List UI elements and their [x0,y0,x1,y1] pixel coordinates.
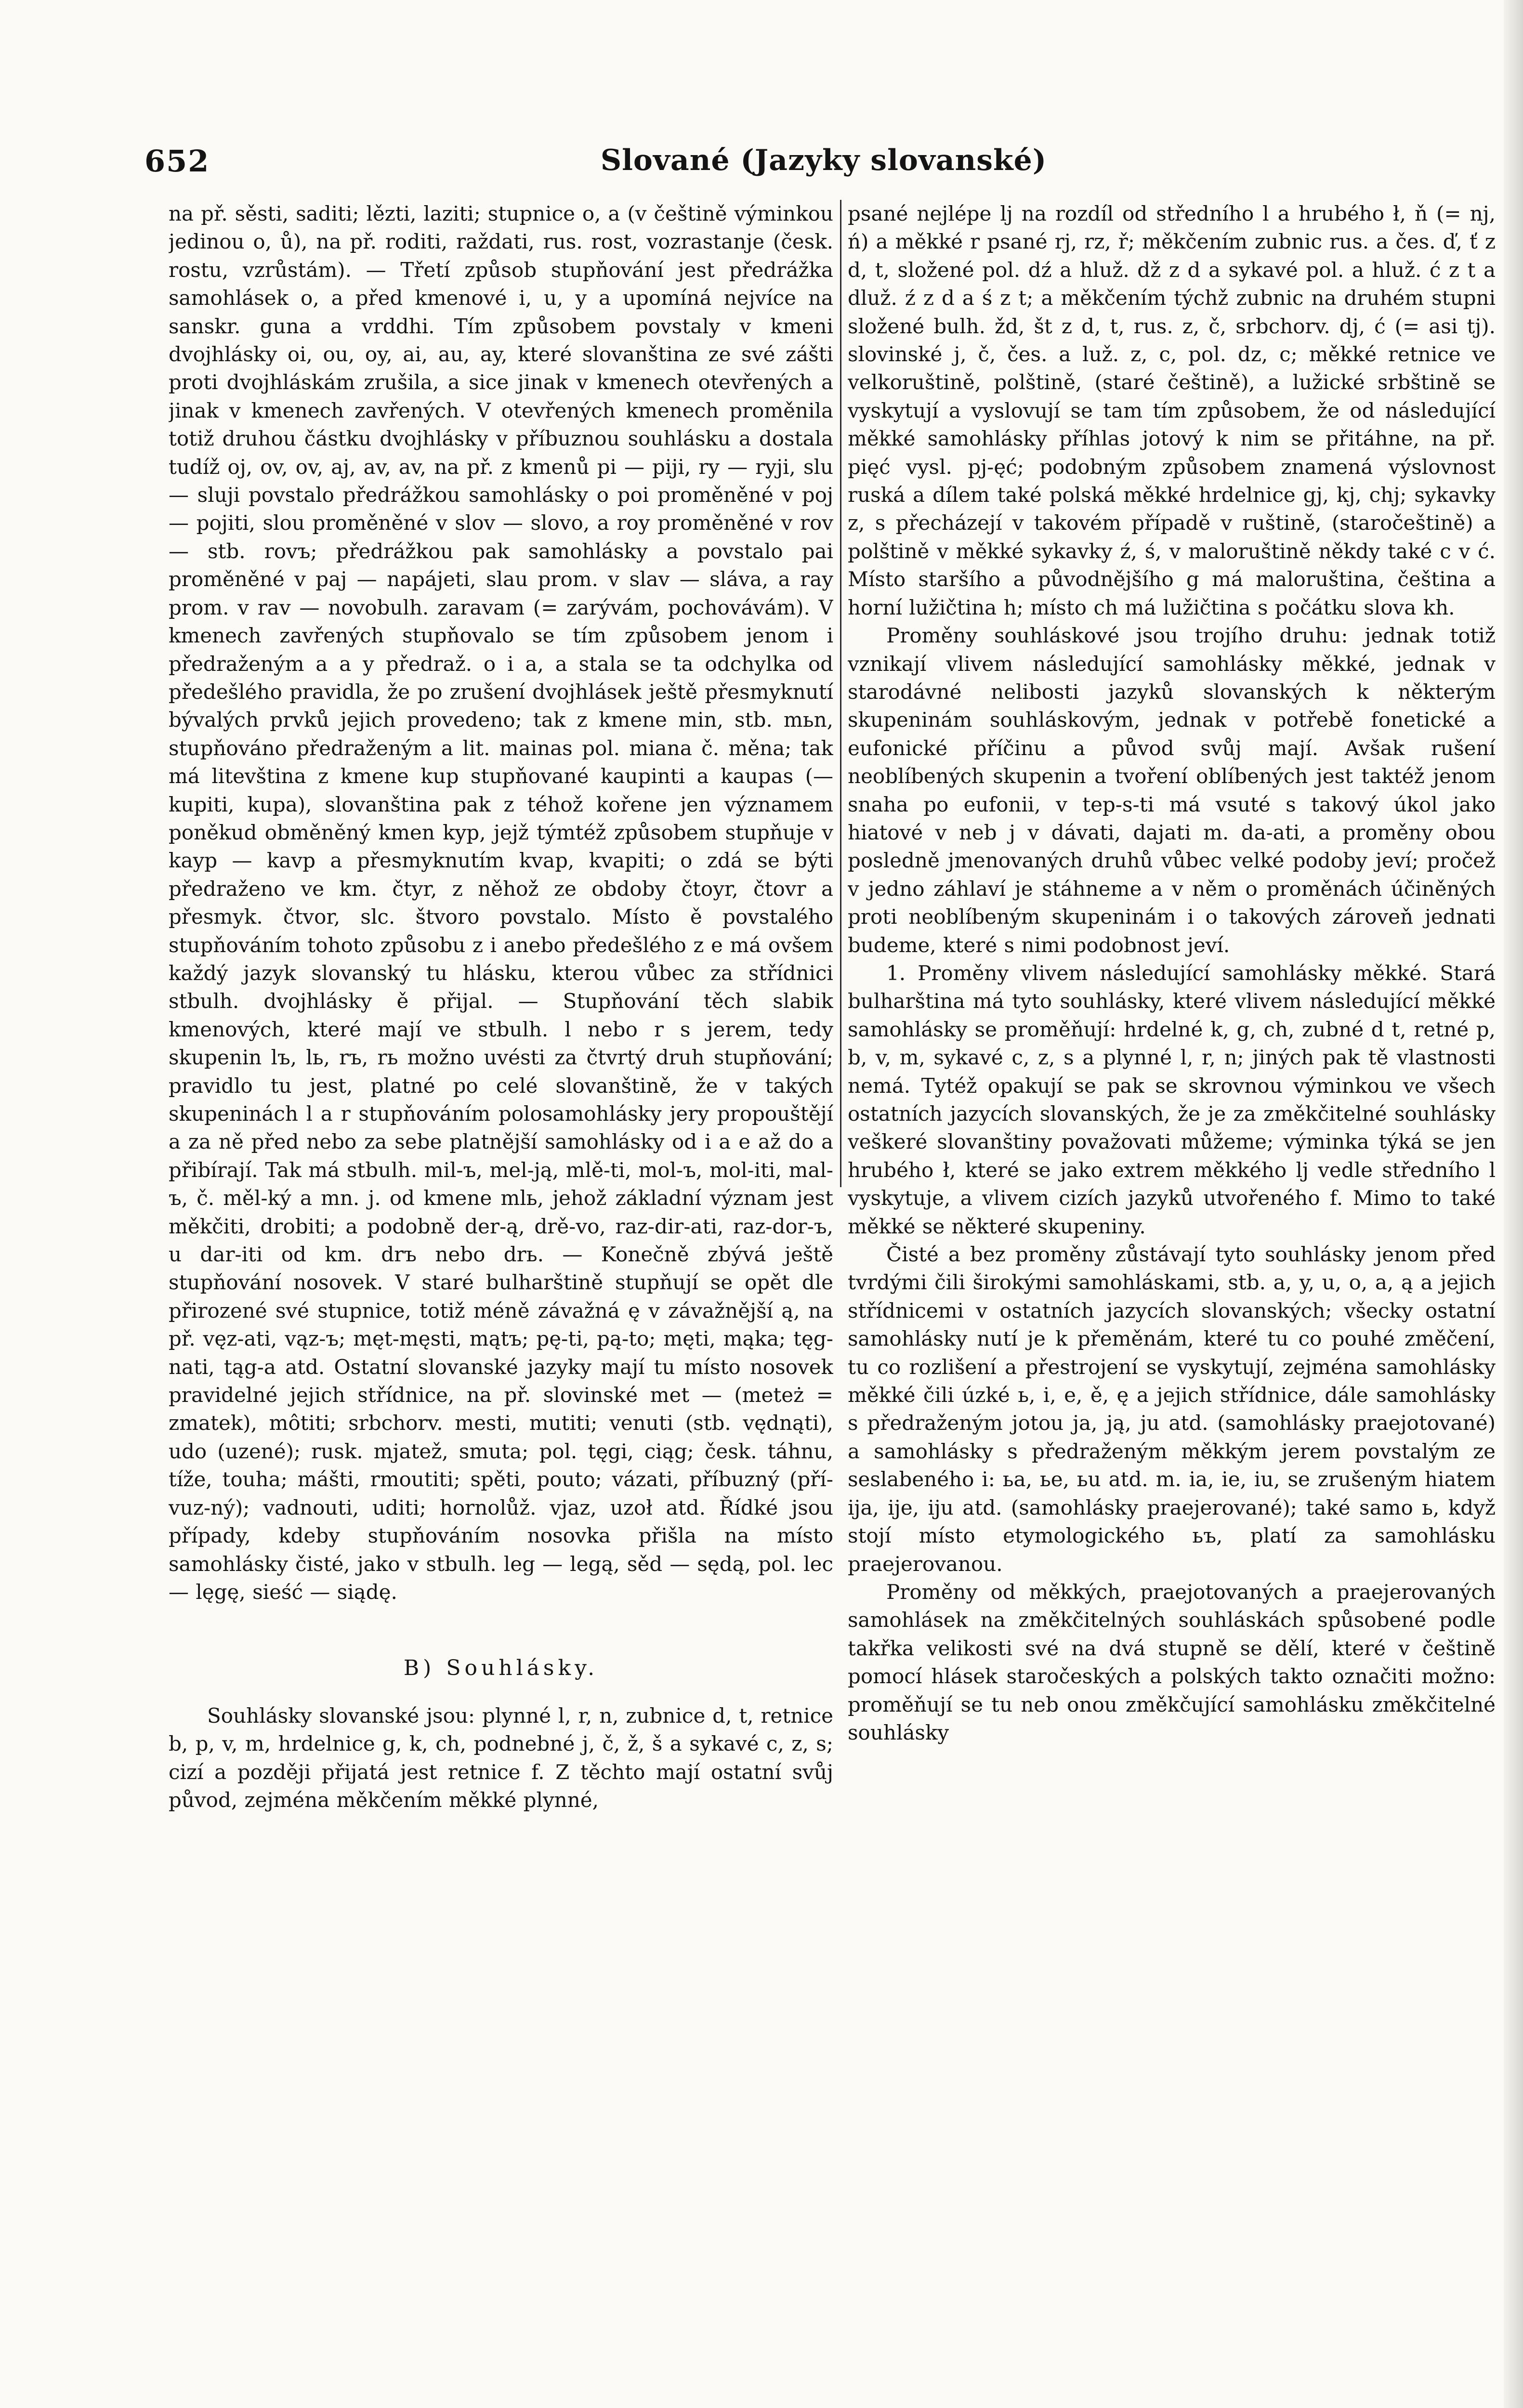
paragraph: psané nejlépe lj na rozdíl od středního l a hrubého ł, ň (= nj, ń) a měkké r psané rj, rz, ř; měkčením zubnic rus. a čes. ď, ť z d, t, složené pol. dź a hluž. dž z d a sykavé pol. a hluž. ć z t a dluž. ź z d a ś z t; a měkčením týchž zubnic na druhém stupni složené bulh. žd, št z d, t, rus. z, č, srbchorv. dj, ć (= asi tj). slovinské j, č, čes. a luž. z, c, pol. dz, c; měkké retnice ve velkoruštině, polštině, (staré češtině), a lužické srbštině se vyskytují a vyslovují se tam tím způsobem, že od následující měkké samohlásky příhlas jotový k nim se přitáhne, na př. pięć vysl. pj-ęć; podobným způsobem znamená výslovnost ruská a dílem také polská měkké hrdelnice gj, kj, chj; sykavky z, s přecházejí v takovém případě v ruštině, (staročeštině) a polštině v měkké sykavky ź, ś, v maloruštině někdy také c v ć. Místo staršího a původnějšího g má maloruština, čeština a horní lužičtina h; místo ch má lužičtina s počátku slova kh. [848,202,1496,619]
paragraph: Proměny od měkkých, praejotovaných a praejerovaných samohlásek na změkčitelných souhláskách spůsobené podle takřka velikosti své na dvá stupně se dělí, které v češtině pomocí hlásek staročeských a polských takto označiti možno: proměňují se tu neb onou změkčující samohlásku změkčitelné souhlásky [848,1580,1496,1744]
left-column [169,200,833,2408]
running-head [144,144,1503,187]
paragraph: Proměny souhláskové jsou trojího druhu: jednak totiž vznikají vlivem následující samohlásky měkké, jednak v starodávné nelibosti jazyků slovanských k některým skupeninám souhláskovým, jednak v potřebě fonetické a eufonické příčinu a původ svůj mají. Avšak rušení neoblíbených skupenin a tvoření oblíbených jest taktéž jenom snaha po eufonii, v tep-s-ti má vsuté s takový úkol jako hiatové v neb j v dávati, dajati m. da-ati, a proměny obou posledně jmenovaných druhů vůbec velké podoby jeví; pročež v jedno záhlaví je stáhneme a v něm o proměnách účiněných proti neoblíbeným skupeninám i o takových zároveň jednati budeme, které s nimi podobnost jeví. [848,624,1496,957]
paragraph: Souhlásky slovanské jsou: plynné l, r, n, zubnice d, t, retnice b, p, v, m, hrdelnice g, k, ch, podnebné j, č, ž, š a sykavé c, z, s; cizí a později přijatá jest retnice f. Z těchto mají ostatní svůj původ, zejména měkčením měkké plynné, [169,1703,833,1812]
page-title: Slované (Jazyky slovanské) [600,144,1047,177]
section-heading: B) Souhlásky. [403,1656,599,1681]
paragraph: Čisté a bez proměny zůstávají tyto souhlásky jenom před tvrdými čili širokými samohláskami, stb. a, y, u, o, a, ą a jejich střídnicemi v ostatních jazycích slovanských; všecky ostatní samohlásky nutí je k přeměnám, které tu co pouhé změčení, tu co rozlišení a přestrojení se vyskytují, zejména samohlásky měkké čili úzké ь, i, e, ě, ę a jejich střídnice, dále samohlásky s předraženým jotou ja, ją, ju atd. (samohlásky praejotované) a samohlásky s předraženým měkkým jerem povstalým ze seslabeného i: ьa, ьe, ьu atd. m. ia, ie, iu, se zrušeným hiatem ija, ije, iju atd. (samohlásky praejerované); také samo ь, když stojí místo etymologického ьъ, platí za samohlásku praejerovanou. [848,1243,1496,1576]
page-number: 652 [144,144,210,179]
right-column [848,200,1496,2408]
paragraph: na př. sěsti, saditi; lězti, laziti; stupnice o, a (v češtině výminkou jedinou o, ů), na př. roditi, raždati, rus. rost, vozrastanje (česk. rostu, vzrůstám). — Třetí způsob stupňování jest předrážka samohlásek o, a před kmenové i, u, y a upomíná nejvíce na sanskr. guna a vrddhi. Tím způsobem povstaly v kmeni dvojhlásky oi, ou, oy, ai, au, ay, které slovanština ze své zášti proti dvojhláskám zrušila, a sice jinak v kmenech otevřených a jinak v kmenech zavřených. V otevřených kmenech proměnila totiž druhou částku dvojhlásky v příbuznou souhlásku a dostala tudíž oj, ov, ov, aj, av, av, na př. z kmenů pi — piji, ry — ryji, slu — sluji povstalo předrážkou samohlásky o poi proměněné v poj — pojiti, slou proměněné v slov — slovo, a roy proměněné v rov — stb. rovъ; předrážkou pak samohlásky a povstalo pai proměněné v paj — napájeti, slau prom. v slav — sláva, a ray prom. v rav — novobulh. zaravam (= zarývám, pochovávám). V kmenech zavřených stupňovalo se tím způsobem jenom i předraženým a a y předraž. o i a, a stala se ta odchylka od předešlého pravidla, že po zrušení dvojhlásek ještě přesmyknutí bývalých prvků jejich provedeno; tak z kmene min, stb. mьn, stupňováno předraženým a lit. mainas pol. miana č. měna; tak má litevština z kmene kup stupňované kaupinti a kaupas (— kupiti, kupa), slovanština pak z téhož kořene jen významem poněkud obměněný kmen kyp, jejž týmtéž způsobem stupňuje v kayp — kavp a přesmyknutím kvap, kvapiti; o zdá se býti předraženo ve km. čtyr, z něhož ze obdoby čtoyr, čtovr a přesmyk. čtvor, slc. štvoro povstalo. Místo ě povstalého stupňováním tohoto způsobu z i anebo předešlého z e má ovšem každý jazyk slovanský tu hlásku, kterou vůbec za střídnici stbulh. dvojhlásky ě přijal. — Stupňování těch slabik kmenových, které mají ve stbulh. l nebo r s jerem, tedy skupenin lъ, lь, rъ, rь možno uvésti za čtvrtý druh stupňování; pravidlo tu jest, platné po celé slovanštině, že v takých skupeninách l a r stupňováním polosamohlásky jery propouštějí a za ně před nebo za sebe platnější samohlásky od i a e až do a přibírají. Tak má stbulh. mil-ъ, mel-ją, mlě-ti, mol-ъ, mol-iti, mal-ъ, č. měl-ký a mn. j. od kmene mlь, jehož základní význam jest měkčiti, drobiti; a podobně der-ą, drě-vo, raz-dir-ati, raz-dor-ъ, u dar-iti od km. drъ nebo drь. — Konečně zbývá ještě stupňování nosovek. V staré bulharštině stupňují se opět dle přirozené své stupnice, totiž méně závažná ę v závažnější ą, na př. vęz-ati, vąz-ъ; męt-męsti, mątъ; pę-ti, pą-to; męti, mąka; tęg-nati, tąg-a atd. Ostatní slovanské jazyky mají tu místo nosovek pravidelné jejich střídnice, na př. slovinské met — (meteż = zmatek), môtiti; srbchorv. mesti, mutiti; venuti (stb. vęd​nąti), udo (uzené); rusk. mjatež, smuta; pol. tęgi, ciąg; česk. táhnu, tíže, touha; mášti, rmoutiti; spěti, pouto; vázati, příbuzný (pří-vuz-ný); vadnouti, uditi; hornolůž. vjaz, uzoł atd. Řídké jsou případy, kdeby stupňováním nosovka přišla na místo samohlásky čisté, jako v stbulh. leg — legą, sěd — sędą, pol. lec — lęgę, sieść — siądę. [169,202,833,1604]
page-edge-shadow [1504,0,1523,2408]
paragraph: 1. Proměny vlivem následující samohlásky měkké. Stará bulharština má tyto souhlásky, které vlivem následující měkké samohlásky se proměňují: hrdelné k, g, ch, zubné d t, retné p, b, v, m, sykavé c, z, s a plynné l, r, n; jiných pak tě vlastnosti nemá. Tytéž opakují se pak se skrovnou výminkou ve všech ostatních jazycích slovanských, že je za změkčitelné souhlásky veškeré slovanštiny považovati můžeme; výminka týká se jen hrubého ł, které se jako extrem měkkého lj vedle středního l vyskytuje, a vlivem cizích jazyků utvořeného f. Mimo to také měkké se některé skupeniny. [848,961,1496,1238]
column-divider [840,200,841,1187]
